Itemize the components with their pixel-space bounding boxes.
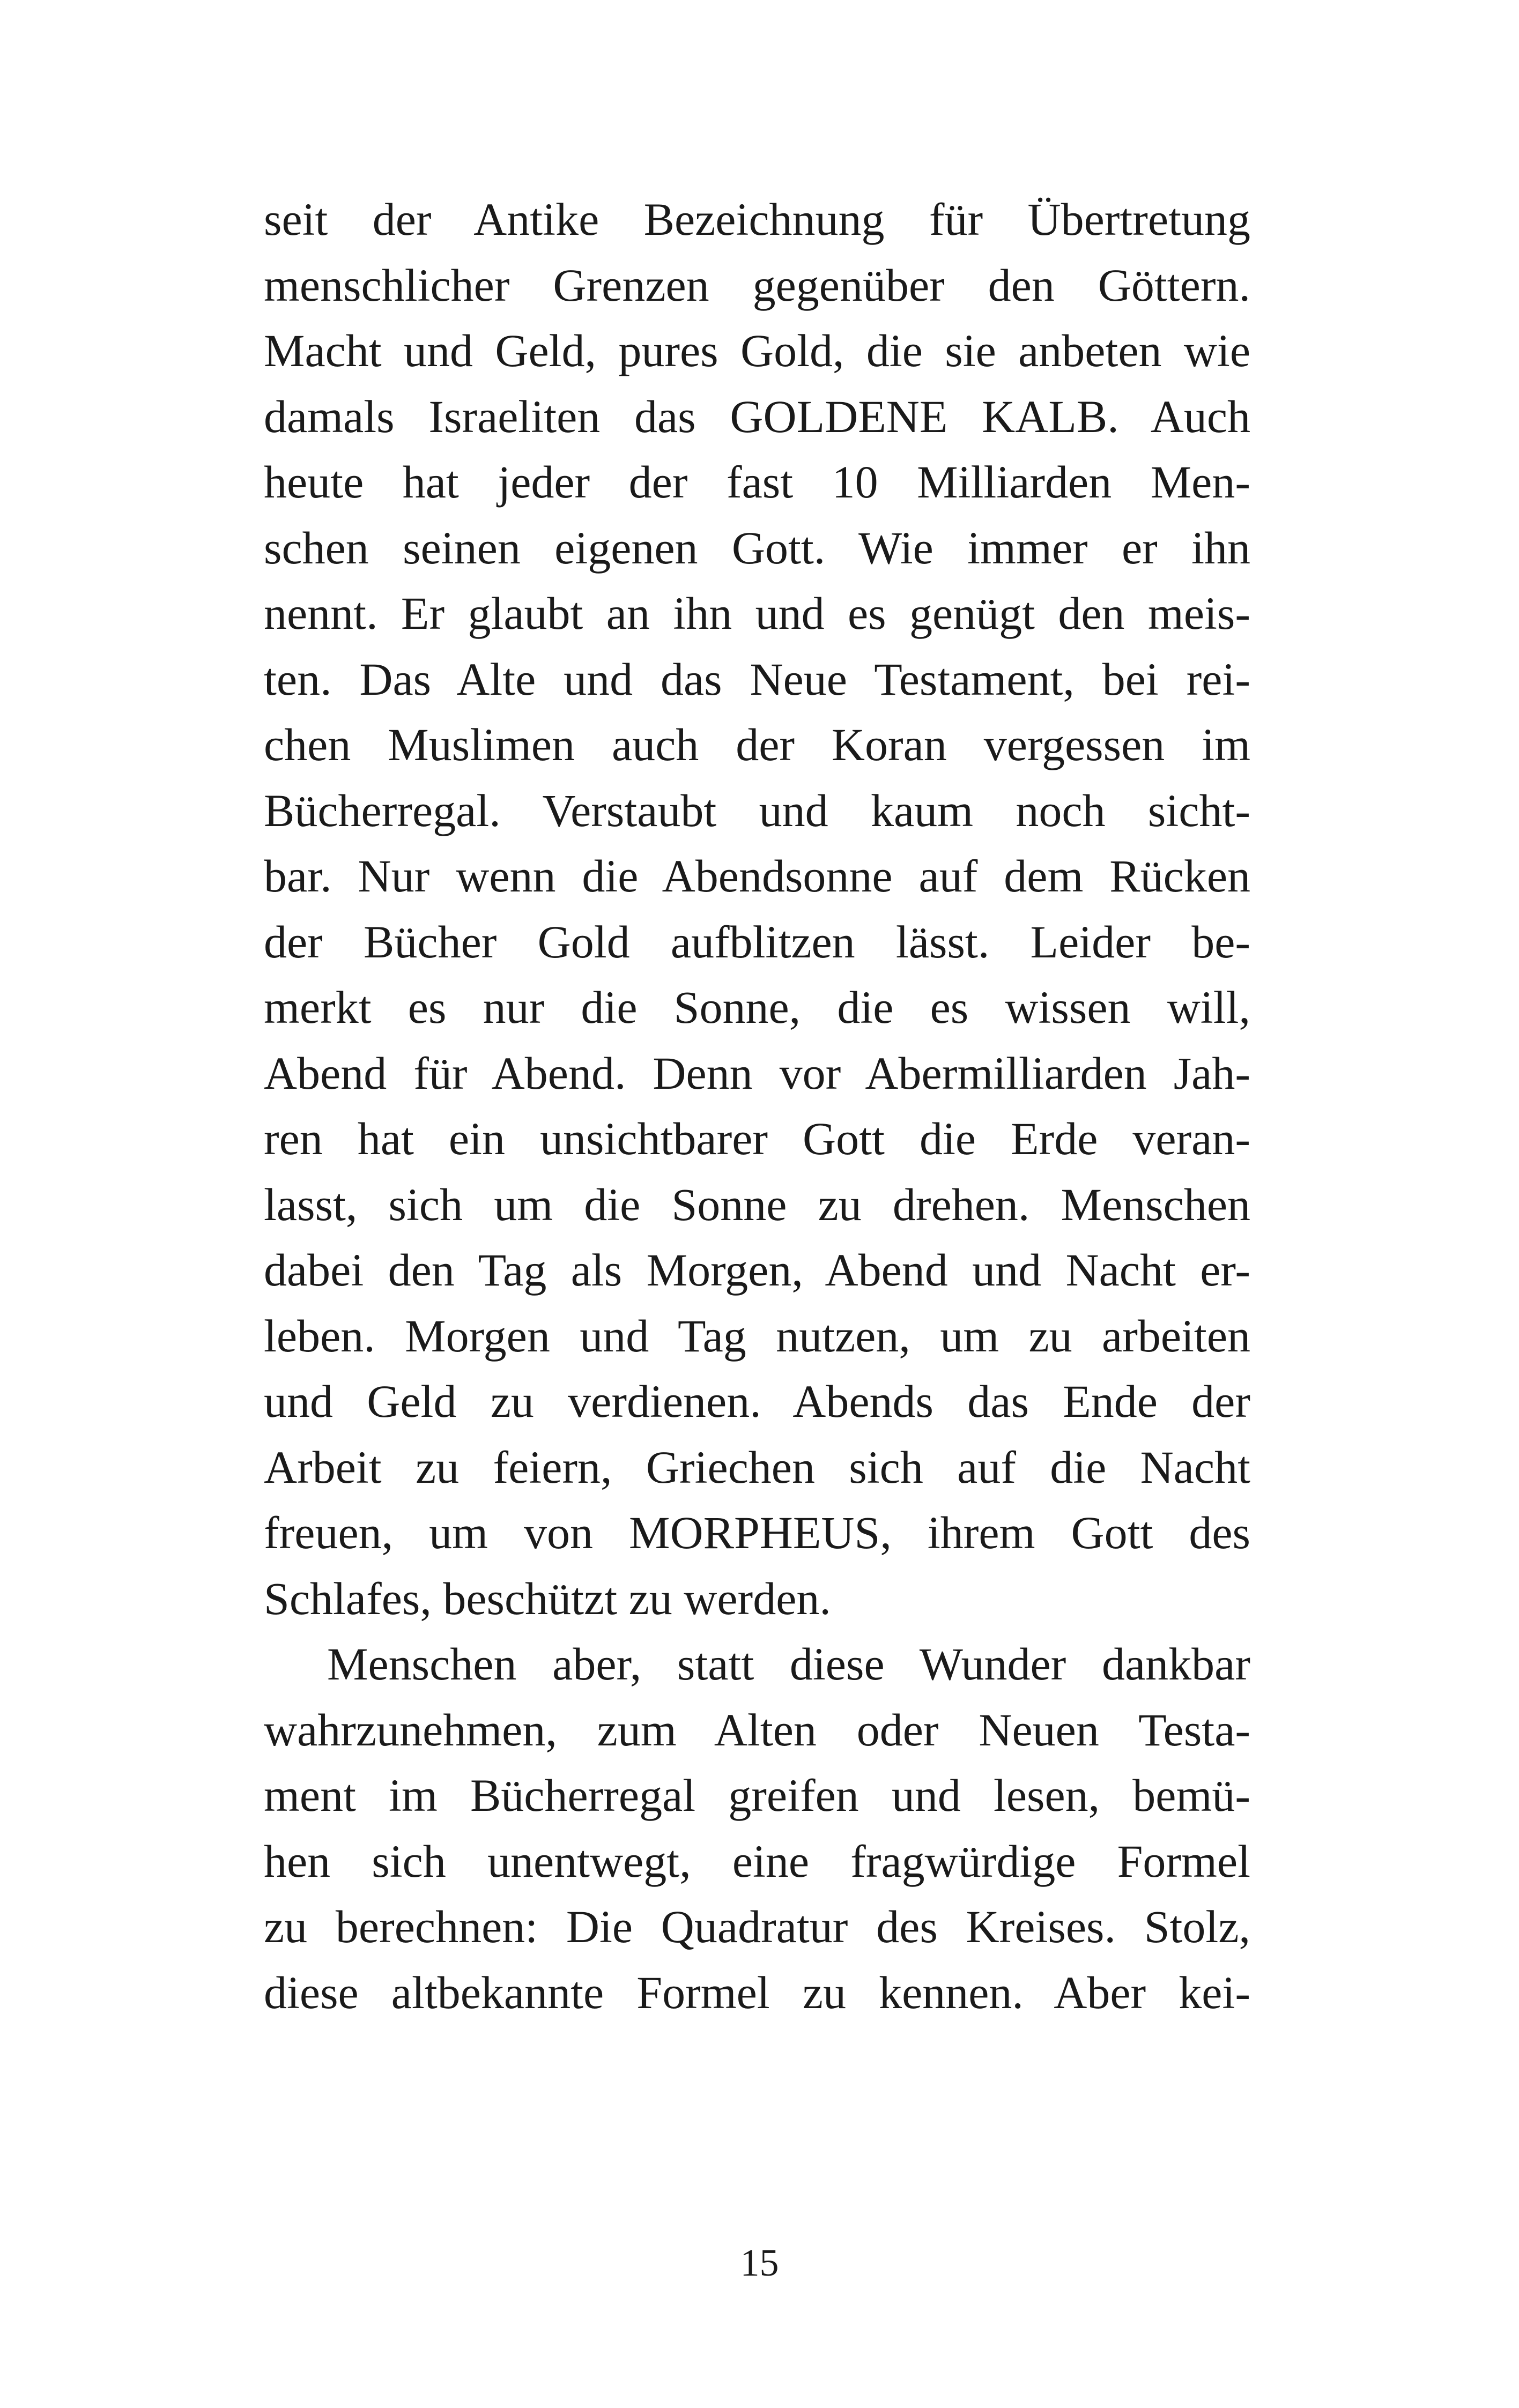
body-text — [264, 187, 1250, 2025]
text-line: der Bücher Gold aufblitzen lässt. Leider be- — [264, 916, 1250, 968]
text-line: seit der Antike Bezeichnung für Übertretung — [264, 194, 1250, 245]
text-line: diese altbekannte Formel zu kennen. Aber kei- — [264, 1966, 1250, 2018]
text-line: Schlafes, beschützt zu werden. — [264, 1572, 831, 1624]
text-line: merkt es nur die Sonne, die es wissen will, — [264, 982, 1250, 1033]
text-line: dabei den Tag als Morgen, Abend und Nacht er- — [264, 1244, 1250, 1296]
text-line: und Geld zu verdienen. Abends das Ende der — [264, 1376, 1250, 1427]
text-line: Arbeit zu feiern, Griechen sich auf die Nacht — [264, 1441, 1250, 1493]
text-line: wahrzunehmen, zum Alten oder Neuen Testa- — [264, 1704, 1250, 1756]
text-line: Bücherregal. Verstaubt und kaum noch sicht- — [264, 784, 1250, 836]
text-line: ment im Bücherregal greifen und lesen, bemü- — [264, 1770, 1250, 1821]
text-line: lasst, sich um die Sonne zu drehen. Menschen — [264, 1178, 1250, 1230]
text-line: Macht und Geld, pures Gold, die sie anbeten wie — [264, 325, 1250, 376]
paragraph-1 — [264, 187, 1250, 1631]
text-line: hen sich unentwegt, eine fragwürdige Formel — [264, 1835, 1250, 1887]
paragraph-2 — [264, 1631, 1250, 2025]
text-line: Abend für Abend. Denn vor Abermilliarden Jah- — [264, 1047, 1250, 1099]
text-line: freuen, um von MORPHEUS, ihrem Gott des — [264, 1507, 1250, 1558]
text-line: bar. Nur wenn die Abendsonne auf dem Rücken — [264, 850, 1250, 902]
text-line: Menschen aber, statt diese Wunder dankbar — [327, 1638, 1250, 1690]
text-line: schen seinen eigenen Gott. Wie immer er ihn — [264, 522, 1250, 574]
text-line: damals Israeliten das GOLDENE KALB. Auch — [264, 390, 1250, 442]
text-line: leben. Morgen und Tag nutzen, um zu arbeiten — [264, 1310, 1250, 1362]
text-line: ren hat ein unsichtbarer Gott die Erde veran- — [264, 1113, 1250, 1164]
text-line: heute hat jeder der fast 10 Milliarden Men- — [264, 456, 1250, 508]
text-line: menschlicher Grenzen gegenüber den Göttern. — [264, 259, 1250, 311]
text-line: chen Muslimen auch der Koran vergessen im — [264, 719, 1250, 770]
page-number: 15 — [740, 2241, 779, 2284]
text-line: nennt. Er glaubt an ihn und es genügt den meis- — [264, 588, 1250, 639]
text-line: zu berechnen: Die Quadratur des Kreises. Stolz, — [264, 1901, 1250, 1952]
text-line: ten. Das Alte und das Neue Testament, bei rei- — [264, 653, 1250, 705]
